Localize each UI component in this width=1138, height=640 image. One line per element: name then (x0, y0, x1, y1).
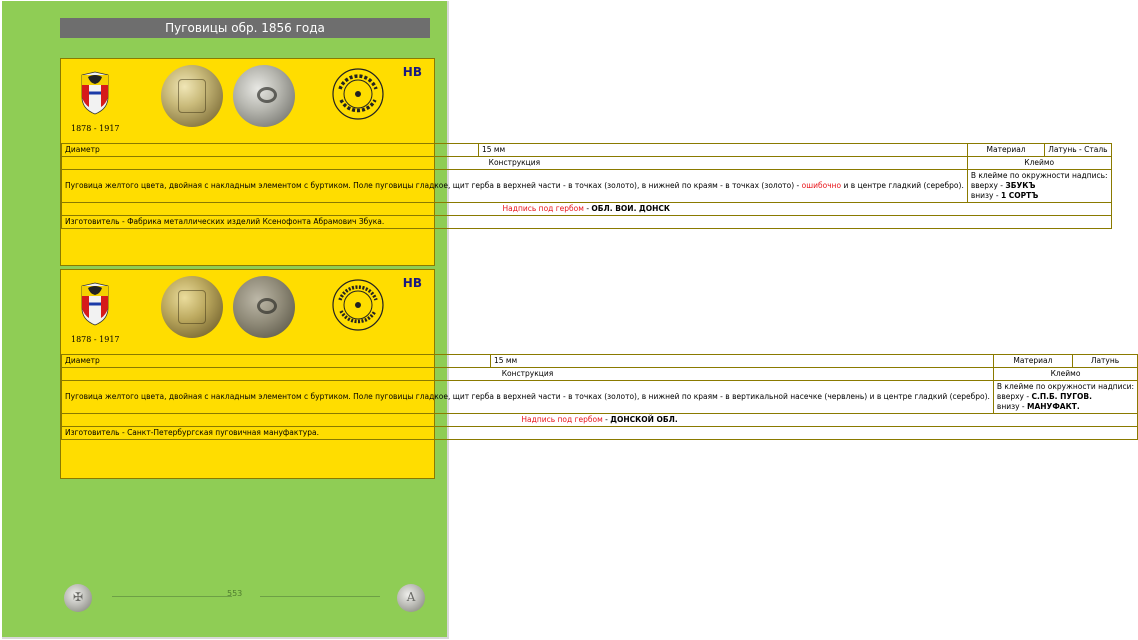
footer-divider (112, 596, 232, 597)
material-value: Латунь - Сталь (1045, 144, 1111, 157)
button-back-photo (233, 65, 295, 127)
button-front-photo (161, 65, 223, 127)
mark-text: В клейме по окружности надпись: вверху - ЗБУКЪ внизу - 1 СОРТЪ (967, 170, 1111, 203)
page (2, 1, 1135, 639)
mark-header: Клеймо (993, 368, 1137, 381)
spec-table (61, 143, 1112, 229)
error-note: ошибочно (801, 181, 842, 190)
diameter-value: 15 мм (490, 355, 993, 368)
coat-of-arms-icon (79, 282, 111, 326)
footer-divider (260, 596, 380, 597)
motto-row: Надпись под гербом - ДОНСКОЙ ОБЛ. (62, 414, 1138, 427)
card-images (61, 59, 434, 143)
monogram-medal-icon: А (397, 584, 425, 612)
motto-row: Надпись под гербом - ОБЛ. ВОИ. ДОНСК (62, 203, 1112, 216)
material-label: Материал (967, 144, 1044, 157)
years-label: 1878 - 1917 (71, 335, 120, 344)
spec-table (61, 354, 1138, 440)
construction-text: Пуговица желтого цвета, двойная с накладным элементом с буртиком. Поле пуговицы гладкое, щит герба в верхней части - в точках (золото), в нижней по краям - в точках (золото) - ошибочно и в центре гладкий (серебро). (62, 170, 968, 203)
mark-header: Клеймо (967, 157, 1111, 170)
diameter-label: Диаметр (62, 144, 479, 157)
button-front-photo (161, 276, 223, 338)
button-back-photo (233, 276, 295, 338)
material-value: Латунь (1072, 355, 1137, 368)
eagle-medal-icon: ✠ (64, 584, 92, 612)
badge-hb: НВ (402, 276, 422, 290)
page-title: Пуговицы обр. 1856 года (60, 18, 430, 38)
diameter-label: Диаметр (62, 355, 491, 368)
construction-text: Пуговица желтого цвета, двойная с накладным элементом с буртиком. Поле пуговицы гладкое, щит герба в верхней части - в точках (золото), в нижней по краям - в вертикальной насечке (червлень) и в центре гладкий (серебро). (62, 381, 994, 414)
maker-row: Изготовитель - Фабрика металлических изделий Ксенофонта Абрамович Збука. (62, 216, 1112, 229)
button-card (60, 58, 1108, 266)
material-label: Материал (993, 355, 1072, 368)
page-number: 553 (227, 589, 243, 598)
button-card (60, 269, 1135, 479)
diameter-value: 15 мм (478, 144, 967, 157)
mark-text: В клейме по окружности надписи: вверху - С.П.Б. ПУГОВ. внизу - МАНУФАКТ. (993, 381, 1137, 414)
badge-hb: НВ (402, 65, 422, 79)
card-images (61, 270, 434, 354)
mark-stamp-icon (331, 67, 385, 121)
construction-header: Конструкция (62, 157, 968, 170)
coat-of-arms-icon (79, 71, 111, 115)
maker-row: Изготовитель - Санкт-Петербургская пуговичная мануфактура. (62, 427, 1138, 440)
construction-header: Конструкция (62, 368, 994, 381)
years-label: 1878 - 1917 (71, 124, 120, 133)
mark-stamp-icon (331, 278, 385, 332)
